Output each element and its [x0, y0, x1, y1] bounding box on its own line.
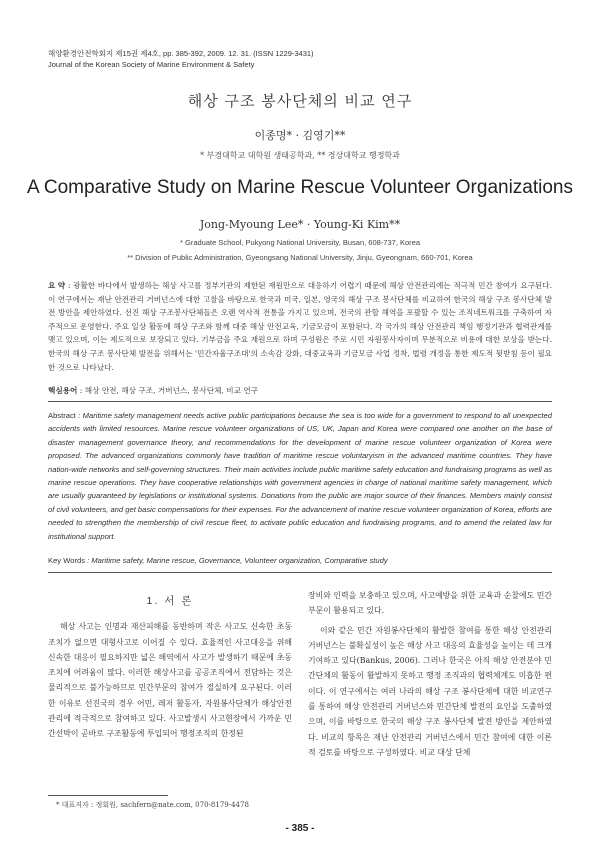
journal-name: Journal of the Korean Society of Marine Environment & Safety	[48, 60, 255, 69]
affiliation-english-2: ** Division of Public Administration, Gyeongsang National University, Jinju, Gyeongnam, 660-701, Korea	[127, 253, 473, 262]
journal-citation: 해양환경안전학회지 제15권 제4호, pp. 385-392, 2009. 12. 31. (ISSN 1229-3431)	[48, 49, 314, 58]
keywords-korean-text: : 해상 안전, 해상 구조, 거버넌스, 봉사단체, 비교 연구	[79, 386, 258, 395]
abstract-english-text: : Maritime safety management needs active public participations because the sea is too wide for a government to respond to all unexpected accidents with limited resources. Marine rescue volunteer organizations of US, UK, Japan and Korea were compared one another on the base of disaster management governance theory, and recommendations for the development of marine rescue volunteer organization of Korea were proposed. The advanced organizations commonly have tradition of maritime rescue voluntaryism in the advanced maritime countries. They have nation-wide networks and self-governing structures. Their main activities include public maritime safety education and fundraising programs as well as marine rescue operations. They have cooperative relationships with government agencies in charge of national maritime safety management, which are usually guaranteed by legislations or institutional systems. Donations from the public are major source of their finances. Members mainly consist of civil volunteers, and get basic compensations for their expenses. For the advancement of marine rescue volunteer organization of Korea, efforts are needed to strengthen the membership of civil rescue fleet, to activate public education and fundraising programs, and to amend the related law for institutional support.	[48, 411, 552, 541]
abstract-korean	[48, 279, 552, 374]
body-paragraph: 이와 같은 민간 자원봉사단체의 활발한 참여를 통한 해상 안전관리 거버넌스는 불확실성이 높은 해상 사고 대응의 효율성을 높이는 데 크게 기여하고 있다(Bankus, 2006). 그러나 한국은 아직 해상 안전분야 민간단체의 활동이 활발하지 못하고 행정 조직과의 협력체계도 미흡한 편이다. 이 연구에서는 여러 나라의 해상 구조 봉사단체에 대한 비교연구를 통하여 해상 안전관리 거버넌스와 민간단체 발전의 요인을 도출하였으며, 이를 바탕으로 한국의 해상 구조 봉사단체 발전 방안을 제안하였다. 비교의 항목은 재난 안전관리 거버넌스에서 민간 참여에 대한 이론적 검토를 바탕으로 구성하였다. 비교 대상 단체	[308, 625, 552, 757]
section-heading-introduction: 1. 서 론	[146, 595, 194, 607]
body-column-right	[308, 588, 552, 760]
affiliation-korean: * 부경대학교 대학원 생태공학과, ** 경상대학교 행정학과	[200, 151, 400, 160]
body-paragraph: 장비와 인력을 보충하고 있으며, 사고예방을 위한 교육과 순찰에도 민간부문이 활용되고 있다.	[308, 591, 552, 616]
keywords-korean	[48, 385, 552, 396]
paper-title-english: A Comparative Study on Marine Rescue Volunteer Organizations	[26, 177, 574, 198]
keywords-korean-label: 핵심용어	[48, 386, 78, 395]
keywords-english	[48, 556, 552, 565]
keywords-english-label: Key Words	[48, 556, 85, 565]
abstract-divider	[48, 401, 552, 402]
paper-title-korean: 해상 구조 봉사단체의 비교 연구	[187, 92, 413, 110]
abstract-english-label: Abstract	[48, 411, 76, 420]
abstract-korean-text: : 광활한 바다에서 발생하는 해상 사고를 정부기관의 제한된 재원만으로 대응하기 어렵기 때문에 해상 안전관리에는 적극적 민간 참여가 요구된다. 이 연구에서는 재난 안전관리 거버넌스에 대한 고찰을 바탕으로 한국과 미국, 일본, 영국의 해상 구조 봉사단체를 비교하여 한국의 해상 구조 봉사단체 발전 방안을 제안하였다. 선진 해상 구조봉사단체들은 오랜 역사적 전통을 가지고 있으며, 전국의 관할 해역을 포괄할 수 있는 조직네트워크를 구축하여 자주적으로 운영한다. 주요 일상 활동에 해상 구조와 함께 대중 해상 안전교육, 기금모금이 포함된다. 각 국가의 해상 안전관리 책임 행정기관과 협력관계를 맺고 있으며, 이는 제도적으로 보장되고 있다. 기부금을 주요 재원으로 하며 구성원은 주로 시민 자원봉사자이며 무분적으로 비용에 대한 보상을 받는다. 한국의 해상 구조 봉사단체 발전을 위해서는 '민간자율구조대'의 소속감 강화, 대중교육과 기금모금 사업 정착, 법령 개정을 통한 제도적 뒷받침 등이 필요한 것으로 나타났다.	[48, 281, 552, 372]
journal-header	[48, 48, 314, 70]
abstract-korean-label: 요 약	[48, 281, 66, 290]
affiliation-english-1: * Graduate School, Pukyong National University, Busan, 608-737, Korea	[180, 238, 420, 247]
keywords-english-text: : Maritime safety, Marine rescue, Governance, Volunteer organization, Comparative study	[87, 556, 388, 565]
body-column-left	[48, 594, 292, 742]
abstract-english	[48, 409, 552, 543]
page-number: - 385 -	[285, 823, 315, 834]
author-footnote: * 대표저자 : 정회원, sachfern@nate.com, 070-8179-4478	[56, 801, 249, 809]
authors-korean: 이종명* · 김영기**	[254, 129, 346, 142]
body-paragraph: 해상 사고는 인명과 재산피해를 동반하며 작은 사고도 신속한 초동조치가 없으면 대형사고로 이어질 수 있다. 효율적인 사고대응을 위해 신속한 대응이 필요하지만 넓은 해역에서 사고가 발생하기 때문에 초동조치에 어려움이 많다. 이러한 해상사고를 공공조직에서 전담하는 것은 물리적으로 불가능하므로 민간부문의 참여가 절실하게 요구된다. 이러한 이유로 선진국의 경우 어민, 레저 활동자, 자원봉사단체가 해상안전관리에 적극적으로 참여하고 있다. 사고발생시 사고현장에서 가까운 민간선박이 곧바로 구조활동에 투입되어 행정조직의 한정된	[48, 622, 292, 739]
keywords-divider	[48, 572, 552, 573]
authors-english: Jong-Myoung Lee* · Young-Ki Kim**	[199, 218, 401, 231]
footnote-divider	[48, 795, 168, 796]
